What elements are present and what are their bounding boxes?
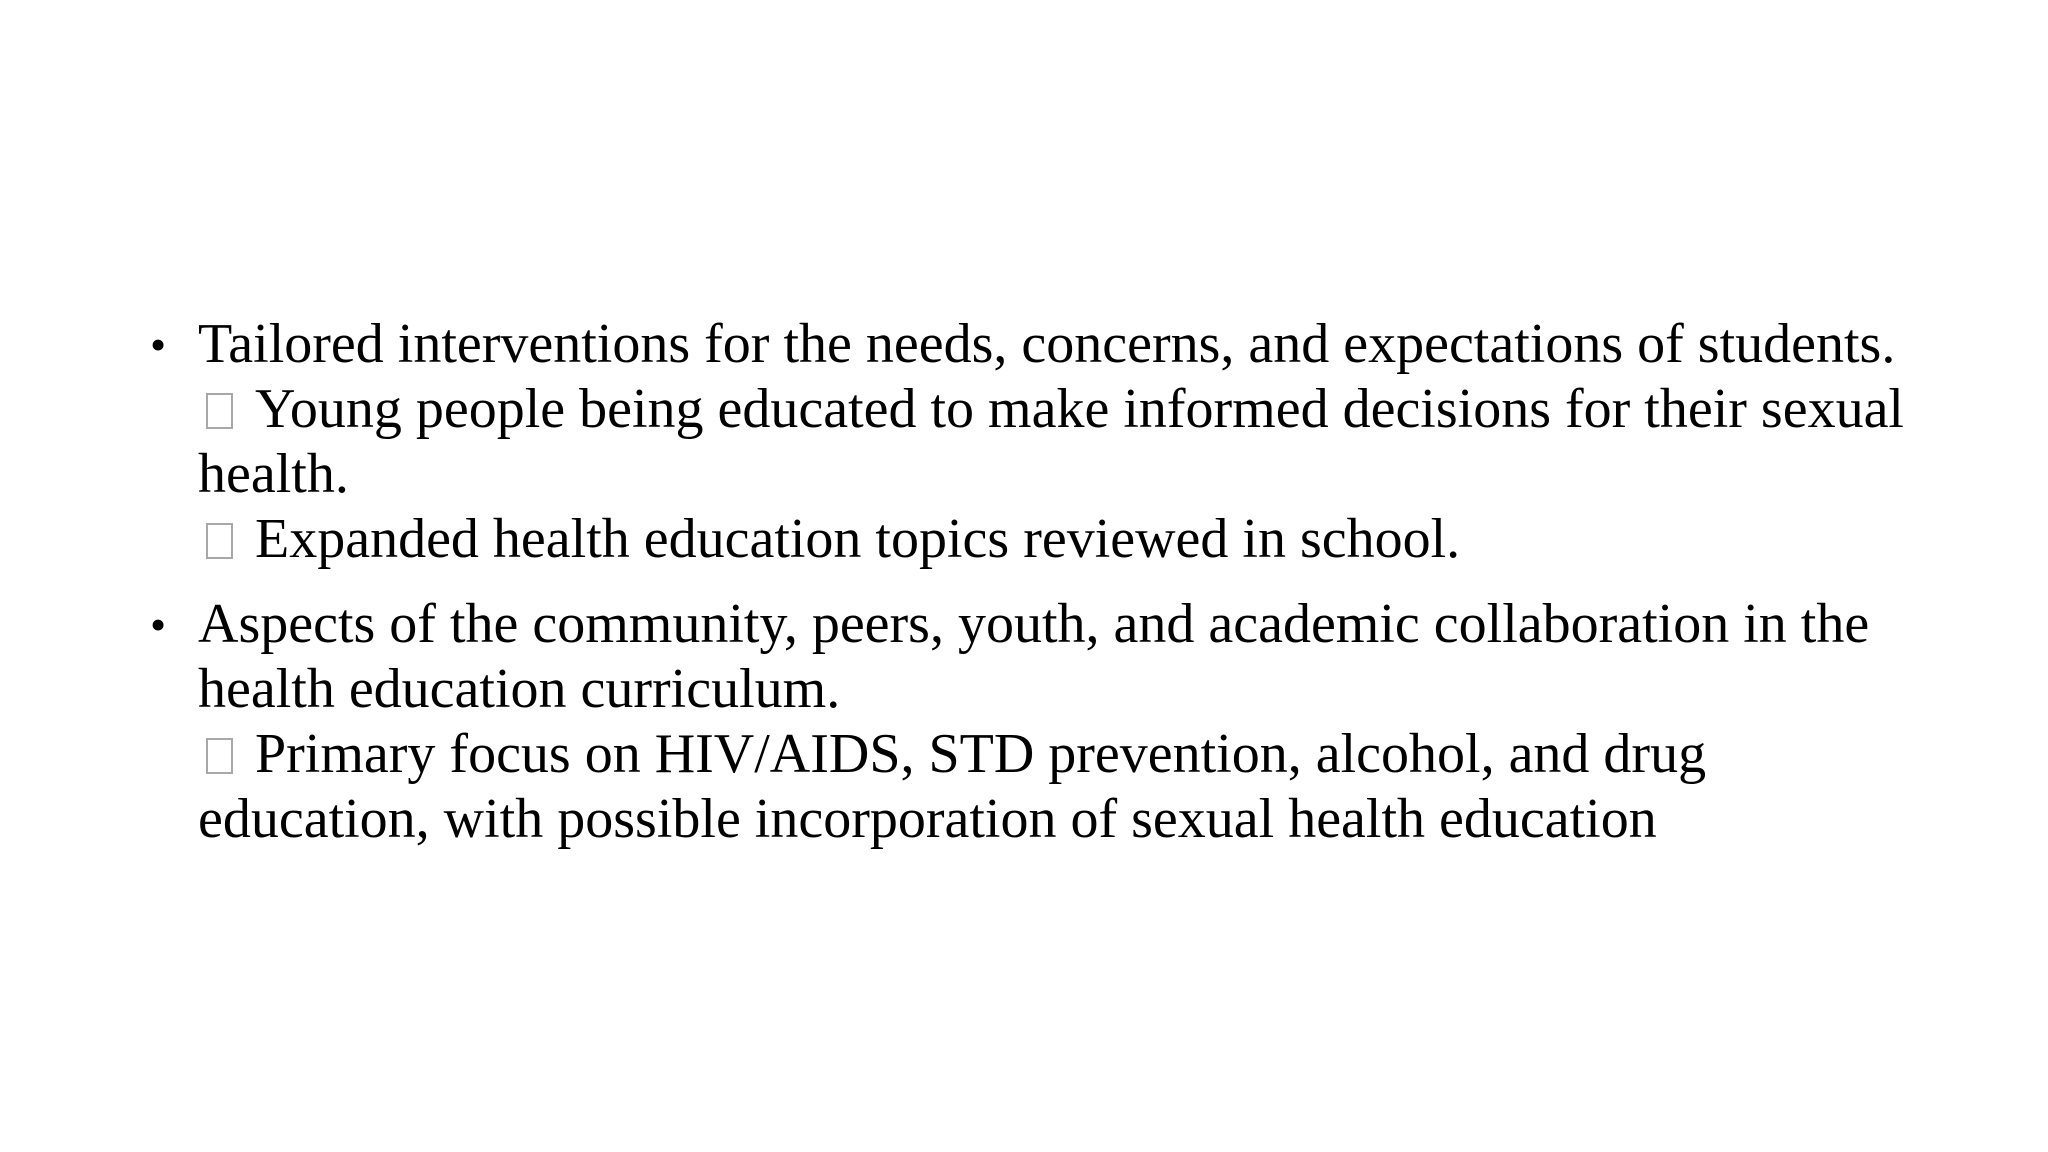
bullet-dot: • bbox=[150, 319, 167, 370]
missing-glyph-box-icon bbox=[206, 738, 233, 774]
sub-item-text: Expanded health education topics reviewed in school. bbox=[255, 508, 1461, 570]
sub-item-text: Young people being educated to make informed decisions for their sexual health. bbox=[198, 378, 1904, 505]
bullet-list bbox=[150, 312, 1930, 872]
sub-item bbox=[198, 507, 1930, 572]
sub-item bbox=[198, 377, 1930, 507]
bullet-item-1 bbox=[150, 312, 1930, 572]
sub-item-text: Primary focus on HIV/AIDS, STD prevention, alcohol, and drug education, with possible incorporation of sexual health education bbox=[198, 723, 1707, 850]
bullet-item-2 bbox=[150, 592, 1930, 852]
missing-glyph-box-icon bbox=[206, 523, 233, 559]
sub-item bbox=[198, 722, 1930, 852]
bullet-text: Aspects of the community, peers, youth, and academic collaboration in the health education curriculum. bbox=[198, 593, 1870, 720]
missing-glyph-box-icon bbox=[206, 393, 233, 429]
bullet-dot: • bbox=[150, 599, 167, 650]
bullet-text: Tailored interventions for the needs, concerns, and expectations of students. bbox=[198, 313, 1896, 375]
